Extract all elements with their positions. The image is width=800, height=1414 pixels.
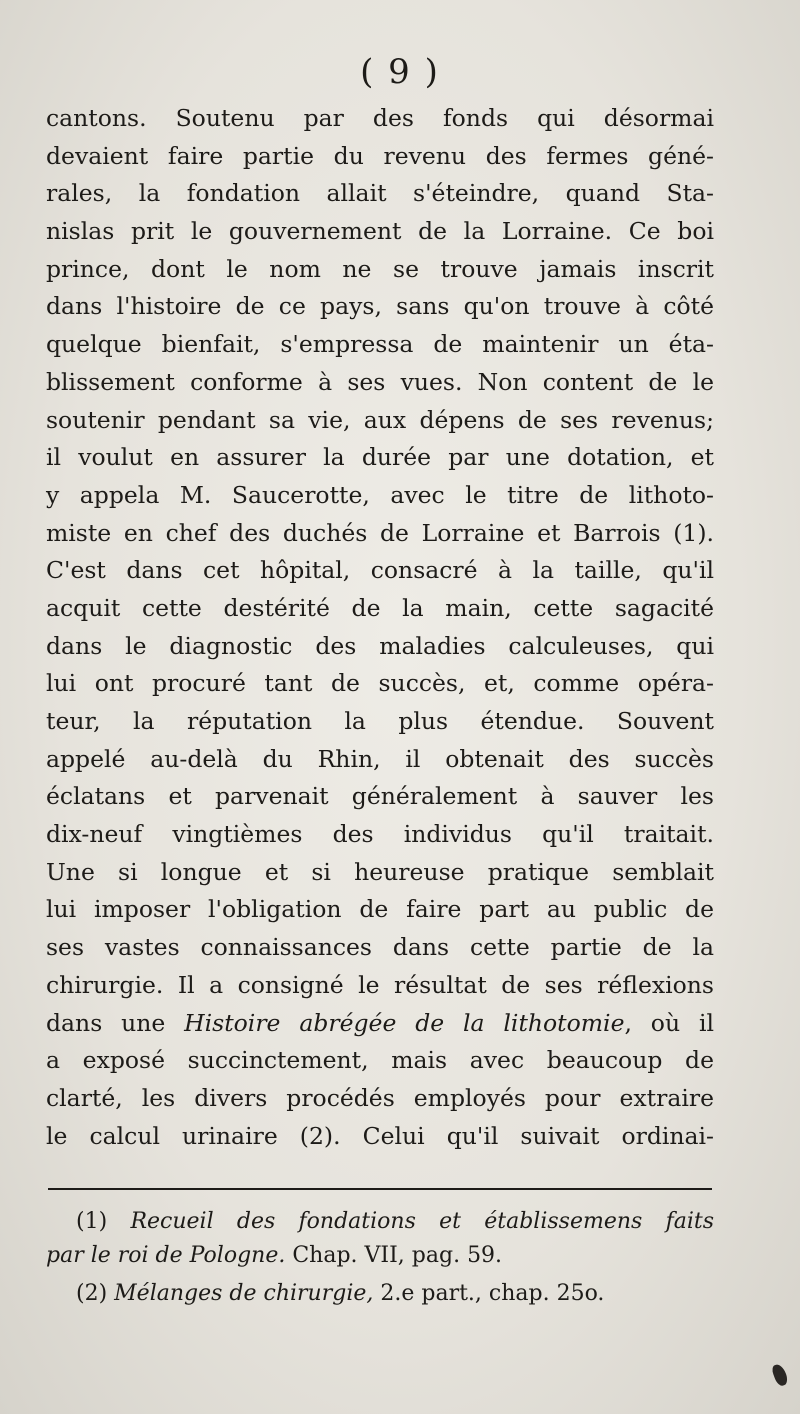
- text-segment: (2): [76, 1281, 115, 1306]
- text-line: [46, 703, 714, 741]
- body-text: [46, 100, 714, 1155]
- text-segment: , où il: [624, 1008, 714, 1037]
- text-line: [46, 402, 714, 440]
- text-line: [46, 741, 714, 779]
- text-line: [46, 138, 714, 176]
- text-segment: dans le diagnostic des maladies calculeuses, qui: [46, 631, 714, 660]
- text-segment: clarté, les divers procédés employés pour extraire: [46, 1083, 714, 1112]
- text-line: [46, 1080, 714, 1118]
- text-segment: lui imposer l'obligation de faire part au public de: [46, 895, 714, 924]
- text-segment: prince, dont le nom ne se trouve jamais inscrit: [46, 254, 714, 283]
- text-line: [46, 929, 714, 967]
- text-line: [46, 854, 714, 892]
- page-number: ( 9 ): [360, 52, 440, 92]
- footnote-line: [46, 1277, 714, 1311]
- text-segment: quelque bienfait, s'empressa de maintenir un éta-: [46, 330, 714, 359]
- text-segment: miste en chef des duchés de Lorraine et Barrois (1).: [46, 518, 714, 547]
- text-line: [46, 816, 714, 854]
- italic-text: Mélanges de chirurgie,: [114, 1281, 374, 1306]
- text-segment: blissement conforme à ses vues. Non content de le: [46, 367, 714, 396]
- text-segment: éclatans et parvenait généralement à sauver les: [46, 782, 714, 811]
- text-segment: appelé au-delà du Rhin, il obtenait des succès: [46, 744, 714, 773]
- text-line: [46, 891, 714, 929]
- text-line: [46, 288, 714, 326]
- text-line: [46, 326, 714, 364]
- text-line: [46, 665, 714, 703]
- text-line: [46, 590, 714, 628]
- text-line: [46, 175, 714, 213]
- text-segment: ses vastes connaissances dans cette partie de la: [46, 933, 714, 962]
- text-segment: Chap. VII, pag. 59.: [285, 1243, 503, 1268]
- text-line: [46, 552, 714, 590]
- text-line: [46, 1118, 714, 1156]
- text-segment: soutenir pendant sa vie, aux dépens de ses revenus;: [46, 405, 714, 434]
- footnote-line: [46, 1205, 714, 1239]
- text-segment: (1): [76, 1209, 131, 1234]
- text-segment: C'est dans cet hôpital, consacré à la taille, qu'il: [46, 556, 714, 585]
- footnote-rule: [48, 1188, 712, 1190]
- text-segment: le calcul urinaire (2). Celui qu'il suivait ordinai-: [46, 1121, 714, 1150]
- text-segment: dans l'histoire de ce pays, sans qu'on trouve à côté: [46, 292, 714, 321]
- text-segment: 2.e part., chap. 25o.: [373, 1281, 605, 1306]
- text-line: [46, 1042, 714, 1080]
- text-line: [46, 778, 714, 816]
- text-segment: y appela M. Saucerotte, avec le titre de lithoto-: [46, 480, 714, 509]
- text-line: [46, 477, 714, 515]
- text-line: [46, 364, 714, 402]
- text-segment: dix-neuf vingtièmes des individus qu'il traitait.: [46, 820, 714, 849]
- text-segment: il voulut en assurer la durée par une dotation, et: [46, 443, 714, 472]
- text-line: [46, 515, 714, 553]
- text-segment: lui ont procuré tant de succès, et, comme opéra-: [46, 669, 714, 698]
- text-segment: acquit cette destérité de la main, cette sagacité: [46, 593, 714, 622]
- text-line: [46, 967, 714, 1005]
- text-segment: dans une: [46, 1008, 185, 1037]
- text-line: [46, 251, 714, 289]
- text-segment: devaient faire partie du revenu des fermes géné-: [46, 141, 714, 170]
- text-segment: cantons. Soutenu par des fonds qui désormai: [46, 104, 714, 132]
- footnote-line: [46, 1239, 714, 1273]
- text-segment: teur, la réputation la plus étendue. Souvent: [46, 707, 714, 735]
- text-line: [46, 213, 714, 251]
- text-line: [46, 100, 714, 138]
- italic-text: Recueil des fondations et établissemens faits: [130, 1209, 715, 1234]
- text-segment: Une si longue et si heureuse pratique semblait: [46, 857, 714, 886]
- text-segment: chirurgie. Il a consigné le résultat de ses réflexions: [46, 970, 714, 999]
- paper-blemish: [771, 1363, 790, 1388]
- footnotes: [46, 1205, 714, 1311]
- text-line: [46, 439, 714, 477]
- text-line: [46, 1005, 714, 1043]
- italic-text: par le roi de Pologne.: [46, 1243, 286, 1268]
- text-segment: nislas prit le gouvernement de la Lorraine. Ce boi: [46, 217, 714, 246]
- text-segment: a exposé succinctement, mais avec beaucoup de: [46, 1046, 714, 1075]
- text-segment: rales, la fondation allait s'éteindre, quand Sta-: [46, 179, 714, 208]
- italic-text: Histoire abrégée de la lithotomie: [184, 1008, 625, 1037]
- text-line: [46, 628, 714, 666]
